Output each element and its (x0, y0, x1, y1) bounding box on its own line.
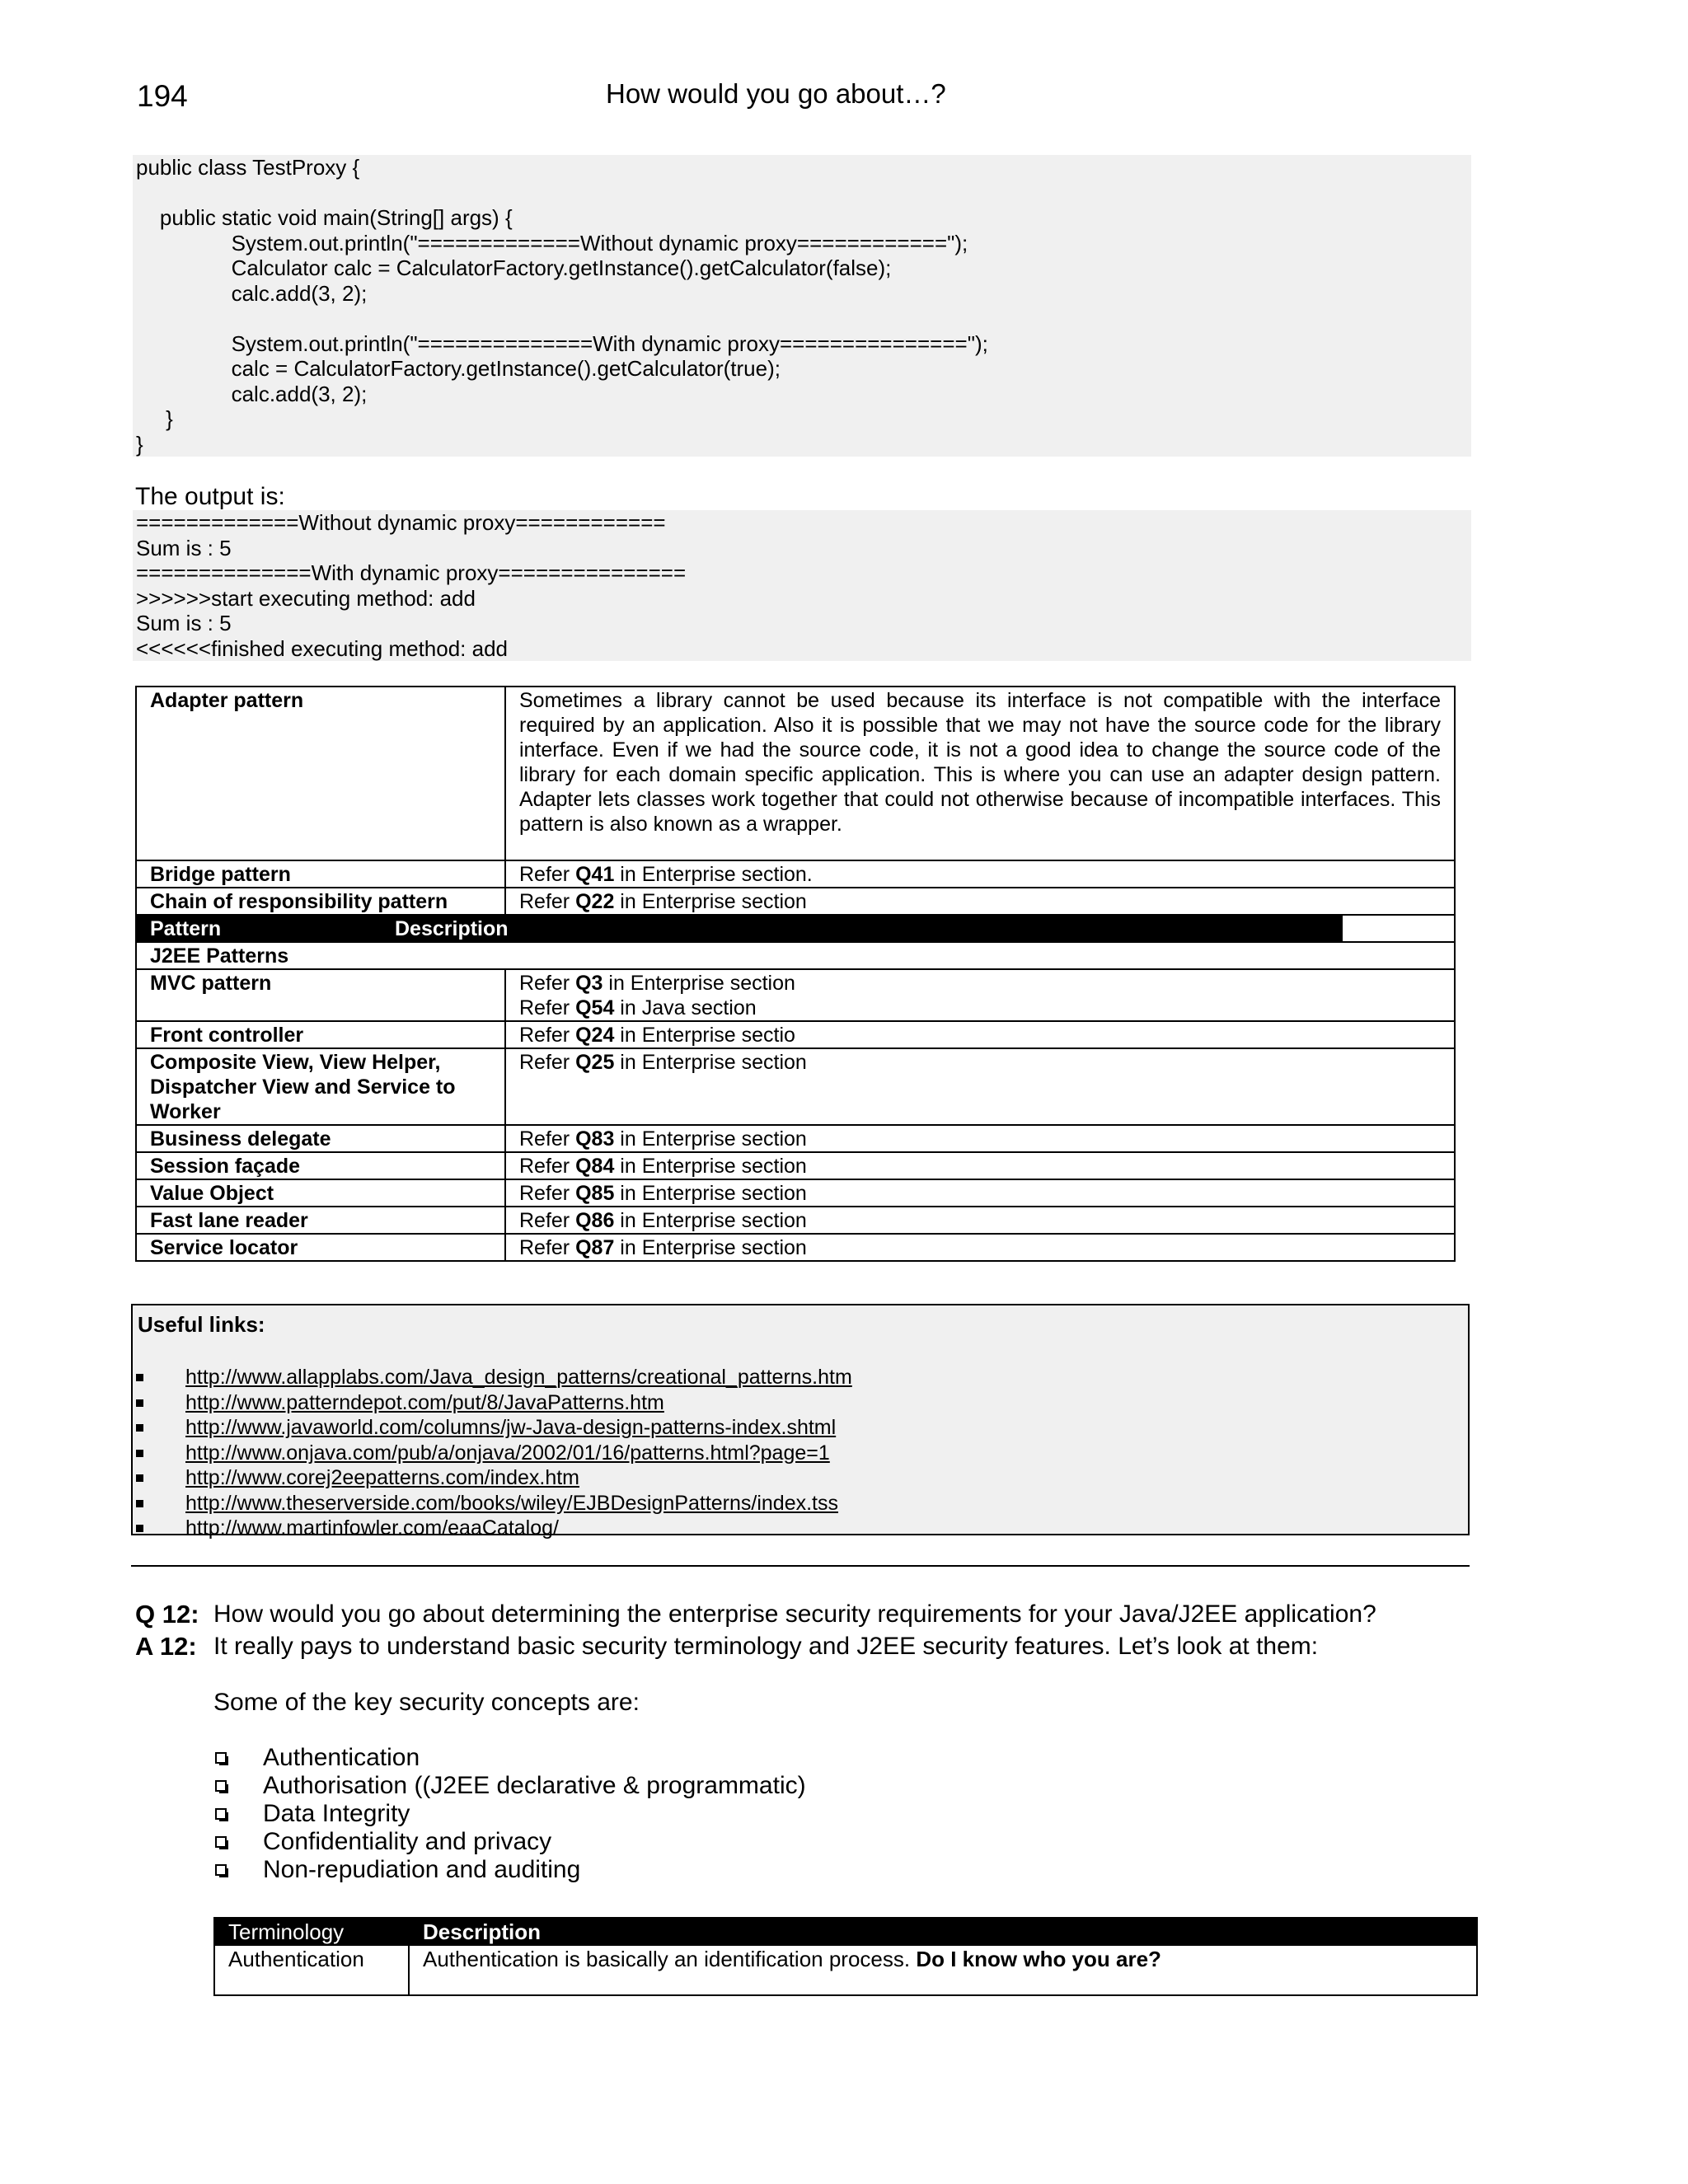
answer-text: It really pays to understand basic security terminology and J2EE security features. Let’s look at them: (213, 1633, 1319, 1660)
output-line: =============Without dynamic proxy============ (136, 510, 666, 535)
term-name: Authentication (214, 1945, 409, 1995)
bullet-icon (136, 1450, 143, 1457)
pattern-description: Refer Q85 in Enterprise section (505, 1179, 1455, 1207)
code-line: System.out.println("=============Without dynamic proxy============"); (136, 230, 968, 255)
pattern-description: Sometimes a library cannot be used because its interface is not compatible with the interface required by an application. Also it is possible that we may not have the source code for the library interface. Even if we had the source code, it is not a good idea to change the source code of the library for each domain specific application. This is where you can use an adapter design pattern. Adapter lets classes work together that could not otherwise because of incompatible interfaces. This pattern is also known as a wrapper. (505, 687, 1455, 860)
checkbox-bullet-icon (215, 1780, 227, 1792)
pattern-description (505, 969, 1455, 1021)
pattern-description: Refer Q24 in Enterprise sectio (505, 1021, 1455, 1048)
table-header-row (214, 1918, 1477, 1945)
question-label: Q 12: (135, 1600, 199, 1629)
question-text: How would you go about determining the enterprise security requirements for your Java/J2EE application? (213, 1601, 1376, 1628)
group-heading: J2EE Patterns (136, 942, 1455, 969)
checkbox-bullet-icon (215, 1836, 227, 1848)
term-description: Authentication is basically an identification process. Do I know who you are? (409, 1945, 1477, 1995)
link-url[interactable]: http://www.onjava.com/pub/a/onjava/2002/01/16/patterns.html?page=1 (185, 1441, 830, 1465)
bullet-icon (136, 1500, 143, 1507)
concept-label: Confidentiality and privacy (263, 1828, 552, 1855)
checkbox-bullet-icon (215, 1864, 227, 1876)
question-ref: Q83 (575, 1127, 615, 1151)
pattern-name: MVC pattern (136, 969, 505, 1021)
question-ref: Q22 (575, 890, 615, 913)
pattern-name: Business delegate (136, 1125, 505, 1152)
column-header-description: Description (394, 915, 1343, 942)
running-head: How would you go about…? (606, 78, 946, 109)
description-line: Refer Q54 in Java section (519, 996, 757, 1019)
code-line: calc.add(3, 2); (136, 280, 368, 306)
output-block (133, 510, 1471, 661)
concept-label: Authentication (263, 1744, 420, 1771)
code-block (133, 155, 1471, 457)
link-url[interactable]: http://www.patterndepot.com/put/8/JavaPatterns.htm (185, 1390, 664, 1414)
code-line: calc.add(3, 2); (136, 381, 368, 406)
question-ref: Q54 (575, 996, 615, 1019)
code-line: } (136, 406, 173, 431)
bullet-icon (136, 1424, 143, 1432)
concepts-intro: Some of the key security concepts are: (213, 1689, 640, 1716)
pattern-description: Refer Q87 in Enterprise section (505, 1234, 1455, 1261)
pattern-name: Chain of responsibility pattern (136, 888, 505, 915)
code-line: } (136, 431, 143, 457)
pattern-name: Adapter pattern (136, 687, 505, 860)
column-header-description: Description (409, 1918, 1477, 1945)
question-ref: Q3 (575, 972, 603, 995)
link-url[interactable]: http://www.javaworld.com/columns/jw-Java-design-patterns-index.shtml (185, 1416, 837, 1439)
question-ref: Q85 (575, 1182, 615, 1205)
pattern-table (135, 686, 1456, 1262)
useful-links-box (131, 1304, 1470, 1540)
concept-label: Data Integrity (263, 1800, 410, 1827)
code-line: System.out.println("==============With dynamic proxy==============="); (136, 330, 988, 356)
code-line: calc = CalculatorFactory.getInstance().getCalculator(true); (136, 356, 781, 381)
table-row (136, 969, 1455, 1021)
table-header-row (136, 915, 1455, 942)
pattern-description: Refer Q83 in Enterprise section (505, 1125, 1455, 1152)
question-ref: Q25 (575, 1051, 615, 1074)
table-row (136, 687, 1455, 860)
code-line: Calculator calc = CalculatorFactory.getInstance().getCalculator(false); (136, 255, 892, 280)
bullet-icon (136, 1474, 143, 1482)
pattern-name: Bridge pattern (136, 860, 505, 888)
checkbox-bullet-icon (215, 1808, 227, 1820)
table-row (136, 1152, 1455, 1179)
terminology-table (213, 1917, 1478, 1996)
table-row (214, 1945, 1477, 1995)
output-line: <<<<<<finished executing method: add (136, 635, 509, 661)
term-question: Do I know who you are? (916, 1947, 1161, 1971)
output-line: >>>>>>start executing method: add (136, 585, 476, 611)
code-line: public class TestProxy { (136, 155, 360, 180)
checkbox-bullet-icon (215, 1752, 227, 1764)
code-line (136, 306, 1471, 331)
column-header-terminology: Terminology (214, 1918, 409, 1945)
section-divider (131, 1565, 1470, 1567)
page-number: 194 (137, 79, 188, 113)
bullet-icon (136, 1399, 143, 1407)
question-ref: Q87 (575, 1236, 615, 1259)
pattern-description: Refer Q86 in Enterprise section (505, 1207, 1455, 1234)
concept-label: Authorisation ((J2EE declarative & programmatic) (263, 1772, 806, 1799)
output-line: Sum is : 5 (136, 611, 232, 635)
pattern-description: Refer Q22 in Enterprise section (505, 888, 1455, 915)
column-header-pattern: Pattern (136, 915, 505, 942)
question-ref: Q24 (575, 1024, 615, 1047)
useful-links-title: Useful links: (138, 1312, 265, 1337)
output-line: ==============With dynamic proxy=============== (136, 560, 687, 585)
code-line: public static void main(String[] args) { (136, 205, 513, 230)
table-row (136, 1234, 1455, 1261)
pattern-name: Session façade (136, 1152, 505, 1179)
table-row (136, 1048, 1455, 1125)
link-url[interactable]: http://www.allapplabs.com/Java_design_patterns/creational_patterns.htm (185, 1366, 852, 1389)
concept-label: Non-repudiation and auditing (263, 1856, 581, 1883)
question-ref: Q84 (575, 1155, 615, 1178)
pattern-description: Refer Q84 in Enterprise section (505, 1152, 1455, 1179)
table-row (136, 1021, 1455, 1048)
table-row (136, 1179, 1455, 1207)
bullet-icon (136, 1374, 143, 1381)
pattern-name: Value Object (136, 1179, 505, 1207)
code-line (136, 180, 1471, 206)
pattern-name: Service locator (136, 1234, 505, 1261)
pattern-name: Front controller (136, 1021, 505, 1048)
table-row (136, 1125, 1455, 1152)
table-row (136, 1207, 1455, 1234)
table-row (136, 888, 1455, 915)
pattern-name: Fast lane reader (136, 1207, 505, 1234)
description-line: Refer Q3 in Enterprise section (519, 972, 795, 995)
output-line: Sum is : 5 (136, 535, 232, 560)
question-ref: Q41 (575, 863, 615, 886)
output-label: The output is: (135, 483, 285, 510)
table-group-row (136, 942, 1455, 969)
table-row (136, 860, 1455, 888)
pattern-description: Refer Q41 in Enterprise section. (505, 860, 1455, 888)
link-url[interactable]: http://www.theserverside.com/books/wiley/EJBDesignPatterns/index.tss (185, 1491, 839, 1515)
link-url[interactable]: http://www.martinfowler.com/eaaCatalog/ (185, 1516, 559, 1540)
question-ref: Q86 (575, 1209, 615, 1232)
pattern-description: Refer Q25 in Enterprise section (505, 1048, 1455, 1125)
answer-label: A 12: (135, 1632, 197, 1661)
bullet-icon (136, 1525, 143, 1532)
link-url[interactable]: http://www.corej2eepatterns.com/index.htm (185, 1466, 580, 1489)
pattern-name: Composite View, View Helper, Dispatcher View and Service to Worker (136, 1048, 505, 1125)
